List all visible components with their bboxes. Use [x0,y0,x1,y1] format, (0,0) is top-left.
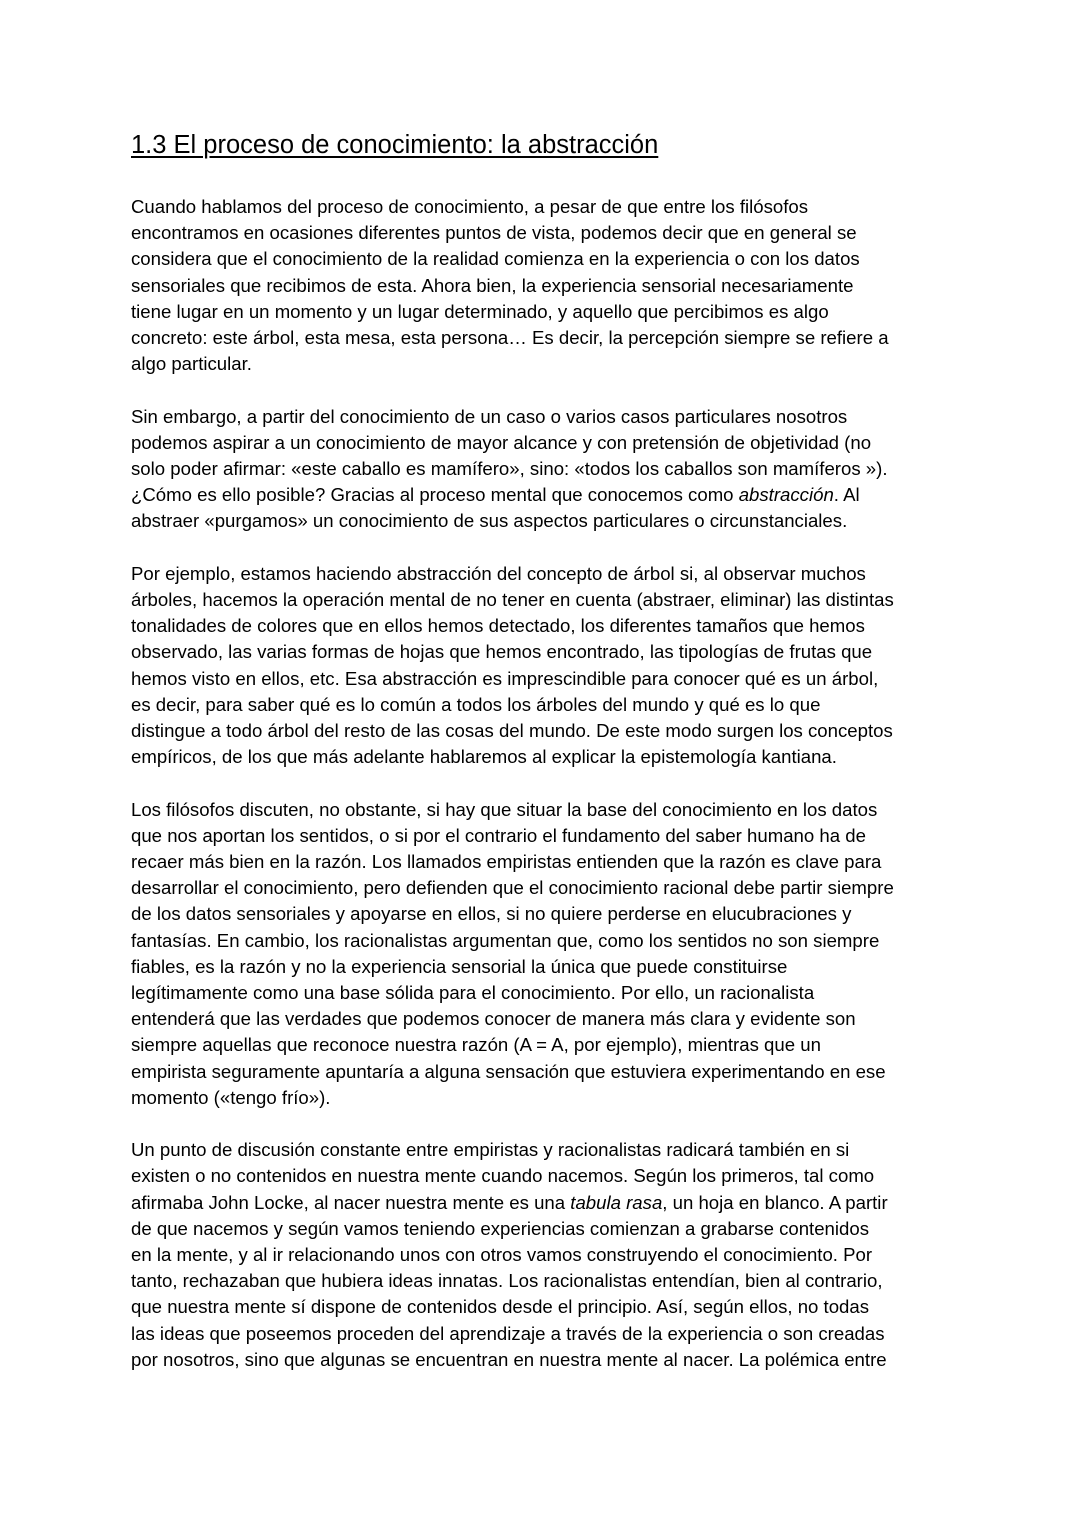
text-line [131,1294,951,1320]
text-run: encontramos en ocasiones diferentes puntos de vista, podemos decir que en general se [131,222,857,244]
text-line [131,220,951,246]
text-line [131,299,951,325]
text-line [131,639,951,665]
text-line [131,1190,951,1216]
text-line [131,587,951,613]
text-run: tiene lugar en un momento y un lugar determinado, y aquello que percibimos es algo [131,300,829,322]
text-line [131,928,951,954]
text-line [131,456,951,482]
text-run: Sin embargo, a partir del conocimiento de un caso o varios casos particulares nosotros [131,405,848,427]
text-line [131,1085,951,1111]
text-line [131,404,951,430]
document-page [131,128,951,1373]
text-line [131,901,951,927]
text-run: considera que el conocimiento de la realidad comienza en la experiencia o con los datos [131,248,860,270]
text-line [131,1216,951,1242]
text-line [131,744,951,770]
section-title: 1.3 El proceso de conocimiento: la abstracción [131,131,659,159]
text-run: Por ejemplo, estamos haciendo abstracción del concepto de árbol si, al observar muchos [131,562,866,584]
text-run: momento («tengo frío»). [131,1086,331,1108]
text-line [131,1321,951,1347]
text-line [131,797,951,823]
text-run: sensoriales que recibimos de esta. Ahora bien, la experiencia sensorial necesariamente [131,274,854,296]
text-run: recaer más bien en la razón. Los llamados empiristas entienden que la razón es clave para [131,851,882,873]
text-run: por nosotros, sino que algunas se encuentran en nuestra mente al nacer. La polémica entre [131,1348,887,1370]
text-run: abstraer «purgamos» un conocimiento de sus aspectos particulares o circunstanciales. [131,510,848,532]
text-run: afirmaba John Locke, al nacer nuestra mente es una [131,1191,571,1213]
text-run: empíricos, de los que más adelante hablaremos al explicar la epistemología kantiana. [131,746,837,768]
emphasis-term: abstracción [738,484,834,506]
text-run: algo particular. [131,353,252,375]
text-run: . Al [833,484,860,506]
text-line [131,980,951,1006]
text-run: árboles, hacemos la operación mental de no tener en cuenta (abstraer, eliminar) las distintas [131,589,894,611]
text-line [131,1137,951,1163]
text-run: en la mente, y al ir relacionando unos con otros vamos construyendo el conocimiento. Por [131,1244,873,1266]
text-line [131,508,951,534]
text-run: hemos visto en ellos, etc. Esa abstracción es imprescindible para conocer qué es un árbol, [131,667,879,689]
text-line [131,430,951,456]
text-line [131,561,951,587]
text-run: de que nacemos y según vamos teniendo experiencias comienzan a grabarse contenidos [131,1217,870,1239]
text-run: existen o no contenidos en nuestra mente cuando nacemos. Según los primeros, tal como [131,1165,875,1187]
text-run: distingue a todo árbol del resto de las cosas del mundo. De este modo surgen los conceptos [131,720,893,742]
text-line [131,194,951,220]
text-run: es decir, para saber qué es lo común a todos los árboles del mundo y qué es lo que [131,693,821,715]
text-line [131,1268,951,1294]
text-run: que nos aportan los sentidos, o si por el contrario el fundamento del saber humano ha de [131,824,866,846]
text-run: solo poder afirmar: «este caballo es mamífero», sino: «todos los caballos son mamíferos »). [131,458,888,480]
text-line [131,613,951,639]
text-run: podemos aspirar a un conocimiento de mayor alcance y con pretensión de objetividad (no [131,431,872,453]
document-body [131,194,951,1373]
text-run: que nuestra mente sí dispone de contenidos desde el principio. Así, según ellos, no todas [131,1296,870,1318]
text-run: desarrollar el conocimiento, pero defienden que el conocimiento racional debe partir siempre [131,877,894,899]
text-line [131,954,951,980]
text-line [131,1059,951,1085]
text-run: tonalidades de colores que en ellos hemos detectado, los diferentes tamaños que hemos [131,615,865,637]
text-run: Un punto de discusión constante entre empiristas y racionalistas radicará también en si [131,1139,850,1161]
text-line [131,1006,951,1032]
emphasis-term: tabula rasa [570,1191,663,1213]
text-run: fantasías. En cambio, los racionalistas argumentan que, como los sentidos no son siempre [131,929,880,951]
text-run: siempre aquellas que reconoce nuestra razón (A = A, por ejemplo), mientras que un [131,1034,821,1056]
text-line [131,351,951,377]
text-run: observado, las varias formas de hojas que hemos encontrado, las tipologías de frutas que [131,641,873,663]
text-line [131,1032,951,1058]
text-line [131,1347,951,1373]
text-line [131,1242,951,1268]
text-line [131,823,951,849]
text-run: las ideas que poseemos proceden del aprendizaje a través de la experiencia o son creadas [131,1322,885,1344]
text-line [131,718,951,744]
text-line [131,849,951,875]
text-run: Cuando hablamos del proceso de conocimiento, a pesar de que entre los filósofos [131,196,809,217]
text-run: Los filósofos discuten, no obstante, si hay que situar la base del conocimiento en los datos [131,798,878,820]
text-run: fiables, es la razón y no la experiencia sensorial la única que puede constituirse [131,955,788,977]
text-line [131,1163,951,1189]
text-line [131,875,951,901]
paragraph [131,1137,951,1373]
text-run: empirista seguramente apuntaría a alguna sensación que estuviera experimentando en ese [131,1060,886,1082]
paragraph [131,561,951,771]
text-line [131,692,951,718]
text-run: ¿Cómo es ello posible? Gracias al proceso mental que conocemos como [131,484,739,506]
text-line [131,325,951,351]
text-run: legítimamente como una base sólida para el conocimiento. Por ello, un racionalista [131,982,815,1004]
text-run: concreto: este árbol, esta mesa, esta persona… Es decir, la percepción siempre se refiere a [131,327,889,349]
paragraph [131,797,951,1111]
text-line [131,666,951,692]
text-run: tanto, rechazaban que hubiera ideas innatas. Los racionalistas entendían, bien al contrario, [131,1270,883,1292]
text-line [131,273,951,299]
paragraph [131,404,951,535]
paragraph [131,194,951,377]
text-line [131,246,951,272]
text-run: , un hoja en blanco. A partir [662,1191,888,1213]
text-run: entenderá que las verdades que podemos conocer de manera más clara y evidente son [131,1008,856,1030]
text-run: de los datos sensoriales y apoyarse en ellos, si no quiere perderse en elucubraciones y [131,903,852,925]
text-line [131,482,951,508]
